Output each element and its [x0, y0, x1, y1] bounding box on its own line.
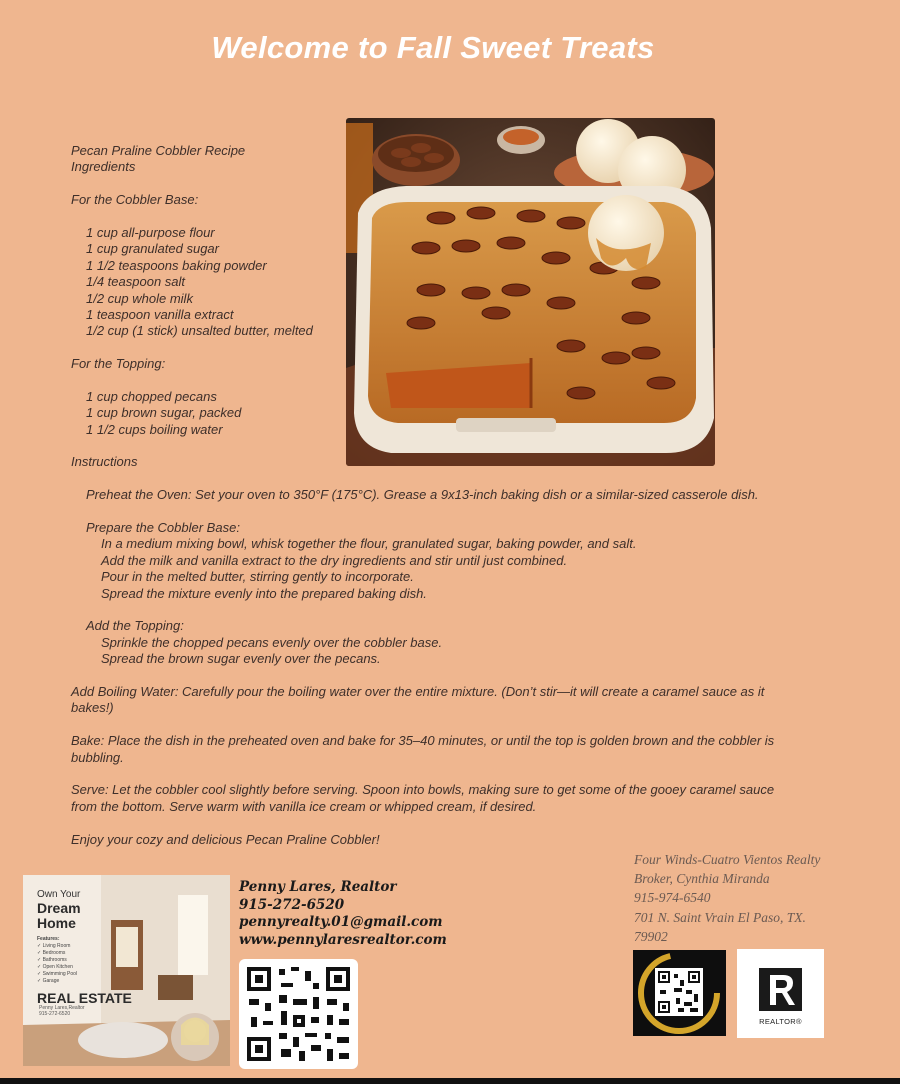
- flyer-dream: Dream: [37, 900, 81, 916]
- agent-contact: [239, 879, 479, 949]
- check-icon: ✓: [37, 978, 42, 984]
- ingredient-item: 1 teaspoon vanilla extract: [86, 306, 234, 322]
- broker-company: Four Winds-Cuatro Vientos Realty: [634, 852, 821, 867]
- flyer-home: Home: [37, 915, 76, 931]
- broker-name: Broker, Cynthia Miranda: [634, 871, 770, 887]
- prepare-step: Add the milk and vanilla extract to the dry ingredients and stir until just combined.: [101, 552, 568, 568]
- ingredient-item: 1/2 cup whole milk: [86, 290, 193, 306]
- serve-step: Serve: Let the cobbler cool slightly before serving. Spoon into bowls, making sure to get some of the gooey caramel sauce from the bottom. Serve warm with vanilla ice cream or whipped cream, if desired.: [71, 782, 775, 814]
- bake-step: Bake: Place the dish in the preheated oven and bake for 35–40 minutes, or until the top is golden brown and the cobbler is bubbling.: [71, 733, 775, 765]
- instructions-heading: Instructions: [71, 454, 138, 470]
- topping-item: 1 cup brown sugar, packed: [86, 405, 242, 421]
- cobbler-photo: [346, 118, 715, 466]
- broker-logo-qr[interactable]: [633, 950, 726, 1036]
- flyer-feature: ✓ Bedrooms: [37, 950, 66, 956]
- check-icon: ✓: [37, 950, 42, 956]
- realtor-logo: [737, 949, 824, 1038]
- flyer-dream-home: [37, 901, 81, 931]
- broker-phone: 915-974-6540: [634, 890, 711, 906]
- agent-email[interactable]: pennyrealty.01@gmail.com: [239, 914, 443, 930]
- prepare-heading: Prepare the Cobbler Base:: [86, 519, 240, 535]
- flyer-feature: ✓ Living Room: [37, 943, 71, 949]
- realtor-flyer: [23, 875, 230, 1066]
- check-icon: ✓: [37, 964, 42, 970]
- topping-step: Sprinkle the chopped pecans evenly over the cobbler base.: [101, 634, 443, 650]
- agent-qr-code[interactable]: [239, 959, 358, 1069]
- ingredient-item: 1/2 cup (1 stick) unsalted butter, melted: [86, 323, 313, 339]
- prepare-step: Pour in the melted butter, stirring gently to incorporate.: [101, 569, 414, 585]
- flyer-features-label: Features:: [37, 936, 60, 942]
- flyer-feature: ✓ Open Kitchen: [37, 964, 73, 970]
- topping-heading: For the Topping:: [71, 356, 166, 372]
- topping-item: 1 1/2 cups boiling water: [86, 421, 223, 437]
- broker-zip: 79902: [634, 928, 668, 944]
- page-title: Welcome to Fall Sweet Treats: [211, 30, 655, 65]
- check-icon: ✓: [37, 943, 42, 949]
- boiling-water-step: Add Boiling Water: Carefully pour the boiling water over the entire mixture. (Don’t stir—it will create a caramel sauce as it bakes!): [71, 683, 765, 716]
- topping-step: Spread the brown sugar evenly over the pecans.: [101, 651, 381, 667]
- closing-line: Enjoy your cozy and delicious Pecan Praline Cobbler!: [71, 831, 380, 847]
- ingredient-item: 1 1/2 teaspoons baking powder: [86, 257, 267, 273]
- flyer-feature: ✓ Garage: [37, 978, 60, 984]
- ingredient-item: 1 cup all-purpose flour: [86, 224, 215, 240]
- flyer-agent-phone: 915-272-6520: [39, 1011, 71, 1017]
- bottom-bar: [0, 1078, 900, 1084]
- ingredient-item: 1/4 teaspoon salt: [86, 274, 186, 290]
- base-heading: For the Cobbler Base:: [71, 192, 199, 208]
- agent-website[interactable]: www.pennylaresrealtor.com: [239, 931, 447, 948]
- topping-step-heading: Add the Topping:: [86, 618, 184, 634]
- flyer-features: [37, 936, 77, 985]
- broker-address: 701 N. Saint Vrain El Paso, TX.: [634, 909, 806, 925]
- flyer-agent: [39, 1005, 85, 1017]
- topping-item: 1 cup chopped pecans: [86, 388, 217, 404]
- flyer-feature: ✓ Swimming Pool: [37, 971, 78, 977]
- prepare-step: Spread the mixture evenly into the prepared baking dish.: [101, 585, 427, 601]
- qr-code-icon: [239, 959, 358, 1069]
- realtor-label: REALTOR®: [759, 1017, 802, 1026]
- flyer-agent-name: Penny Lares,Realtor: [39, 1005, 85, 1011]
- flyer-feature: ✓ Bathrooms: [37, 957, 67, 963]
- ingredient-item: 1 cup granulated sugar: [86, 241, 219, 257]
- check-icon: ✓: [37, 971, 42, 977]
- ingredients-label: Ingredients: [71, 159, 136, 175]
- agent-phone: 915-272-6520: [239, 896, 345, 913]
- check-icon: ✓: [37, 957, 42, 963]
- preheat-step: Preheat the Oven: Set your oven to 350°F (175°C). Grease a 9x13-inch baking dish or a similar-sized casserole dish.: [86, 487, 759, 503]
- recipe-heading: Pecan Praline Cobbler Recipe: [71, 143, 246, 158]
- flyer-real-estate: REAL ESTATE: [37, 990, 132, 1006]
- prepare-step: In a medium mixing bowl, whisk together the flour, granulated sugar, baking powder, and salt.: [101, 536, 637, 552]
- broker-info: [634, 850, 854, 946]
- agent-name: Penny Lares, Realtor: [239, 879, 397, 895]
- flyer-own-your: Own Your: [37, 889, 81, 900]
